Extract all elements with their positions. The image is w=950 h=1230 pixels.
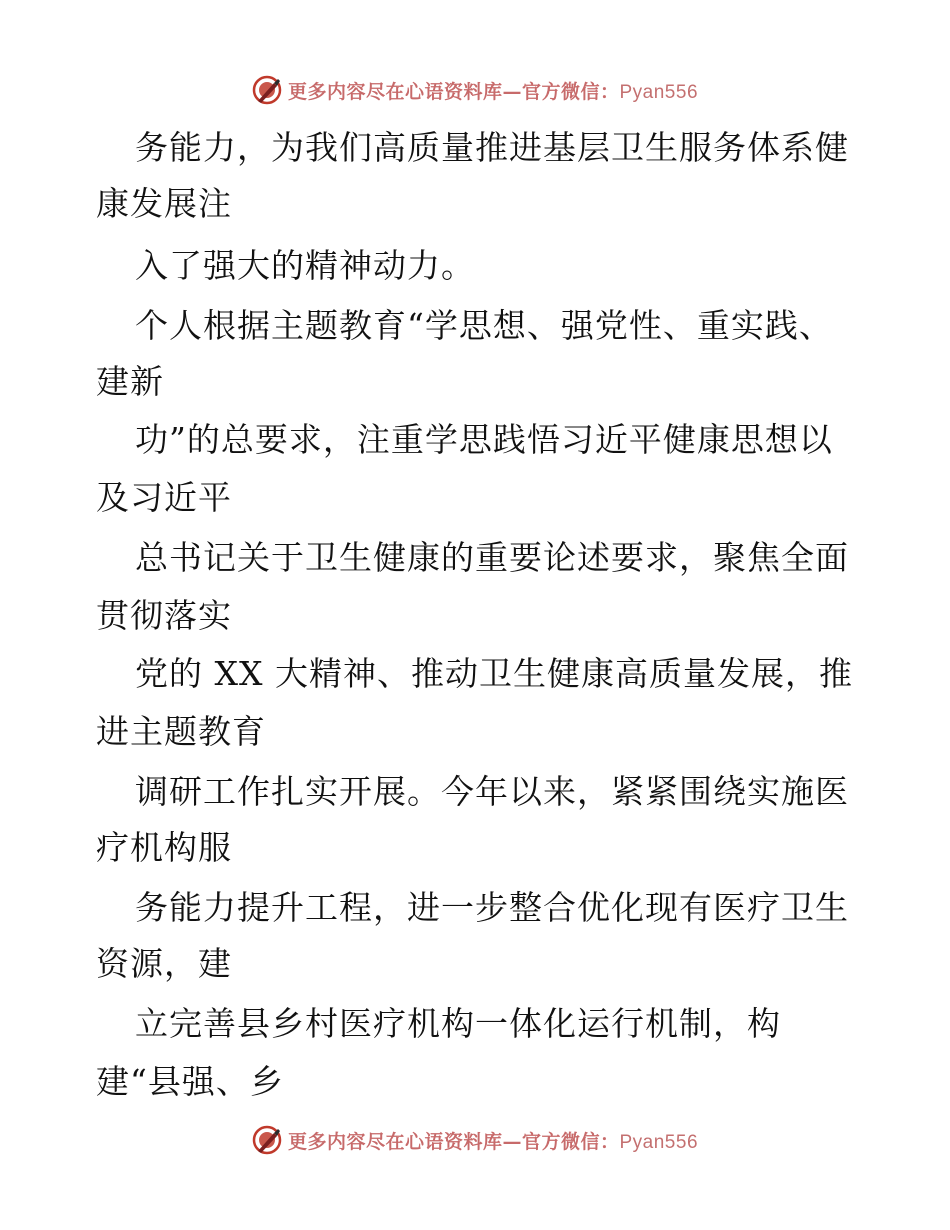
text-line: 入了强大的精神动力。 bbox=[135, 246, 475, 285]
text-line: 疗机构服 bbox=[96, 828, 232, 867]
text-line: 党的 XX 大精神、推动卫生健康高质量发展，推 bbox=[135, 654, 853, 693]
text-line: 建“县强、乡 bbox=[96, 1062, 284, 1101]
text-line: 资源，建 bbox=[96, 944, 232, 983]
text-line: 立完善县乡村医疗机构一体化运行机制，构 bbox=[135, 1004, 781, 1043]
text-line: 贯彻落实 bbox=[96, 596, 232, 635]
text-line: 进主题教育 bbox=[96, 712, 266, 751]
text-line: 及习近平 bbox=[96, 478, 232, 517]
footer-watermark bbox=[0, 1120, 950, 1160]
text-line: 建新 bbox=[96, 362, 164, 401]
pen-seal-logo-icon bbox=[252, 1125, 282, 1155]
header-watermark bbox=[0, 70, 950, 110]
text-line: 务能力提升工程，进一步整合优化现有医疗卫生 bbox=[135, 888, 849, 927]
text-line: 总书记关于卫生健康的重要论述要求，聚焦全面 bbox=[135, 538, 849, 577]
text-line: 调研工作扎实开展。今年以来，紧紧围绕实施医 bbox=[135, 772, 849, 811]
pen-seal-logo-icon bbox=[252, 75, 282, 105]
watermark-text: 更多内容尽在心语资料库—官方微信：Pyan556 bbox=[287, 1130, 699, 1153]
text-line: 功”的总要求，注重学思践悟习近平健康思想以 bbox=[135, 420, 833, 459]
text-line: 个人根据主题教育“学思想、强党性、重实践、 bbox=[135, 306, 833, 345]
text-line: 务能力，为我们高质量推进基层卫生服务体系健 bbox=[135, 128, 849, 167]
watermark-text: 更多内容尽在心语资料库—官方微信：Pyan556 bbox=[287, 80, 699, 103]
text-line: 康发展注 bbox=[96, 184, 232, 223]
